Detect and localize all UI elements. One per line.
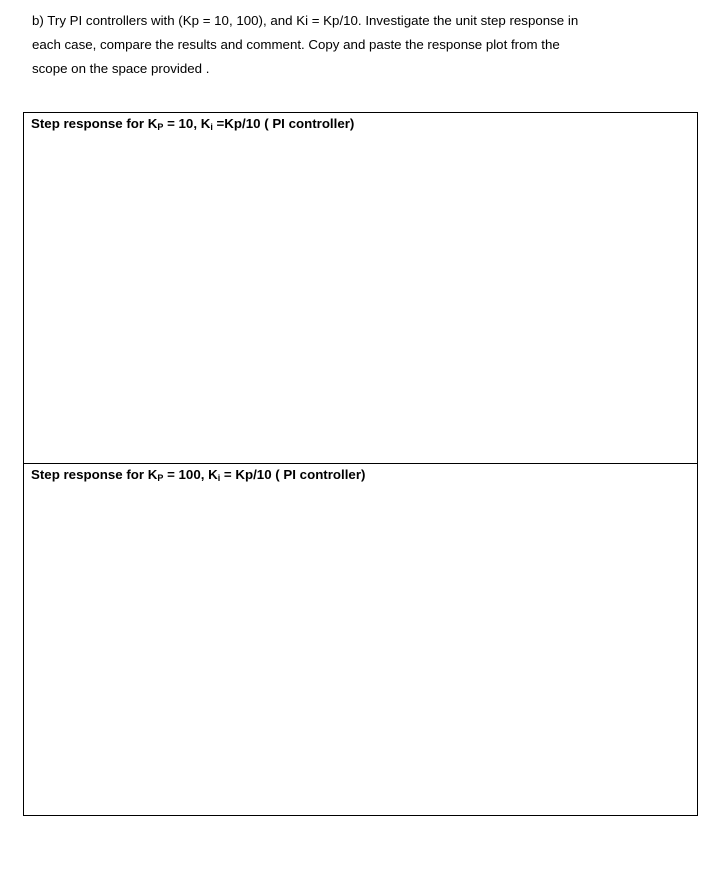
instructions-line-2: each case, compare the results and comment. Copy and paste the response plot from the [32, 37, 560, 52]
response-row-kp-10 [24, 113, 698, 464]
response-row-kp-100 [24, 464, 698, 816]
response-heading-kp-100: Step response for $K_P = 100$, $K_i = Kp/10$ ( PI controller) [31, 467, 366, 483]
instructions-paragraph [32, 9, 692, 81]
response-table [23, 112, 698, 816]
instructions-line-1: b) Try PI controllers with (Kp = 10, 100), and Ki = Kp/10. Investigate the unit step response in [32, 13, 579, 28]
instructions-line-3: scope on the space provided . [32, 61, 210, 76]
response-cell-kp-10[interactable] [24, 113, 698, 464]
response-cell-kp-100[interactable] [24, 464, 698, 816]
response-heading-kp-10: Step response for $K_P = 10$, $K_i =Kp/10$ ( PI controller) [31, 116, 355, 132]
